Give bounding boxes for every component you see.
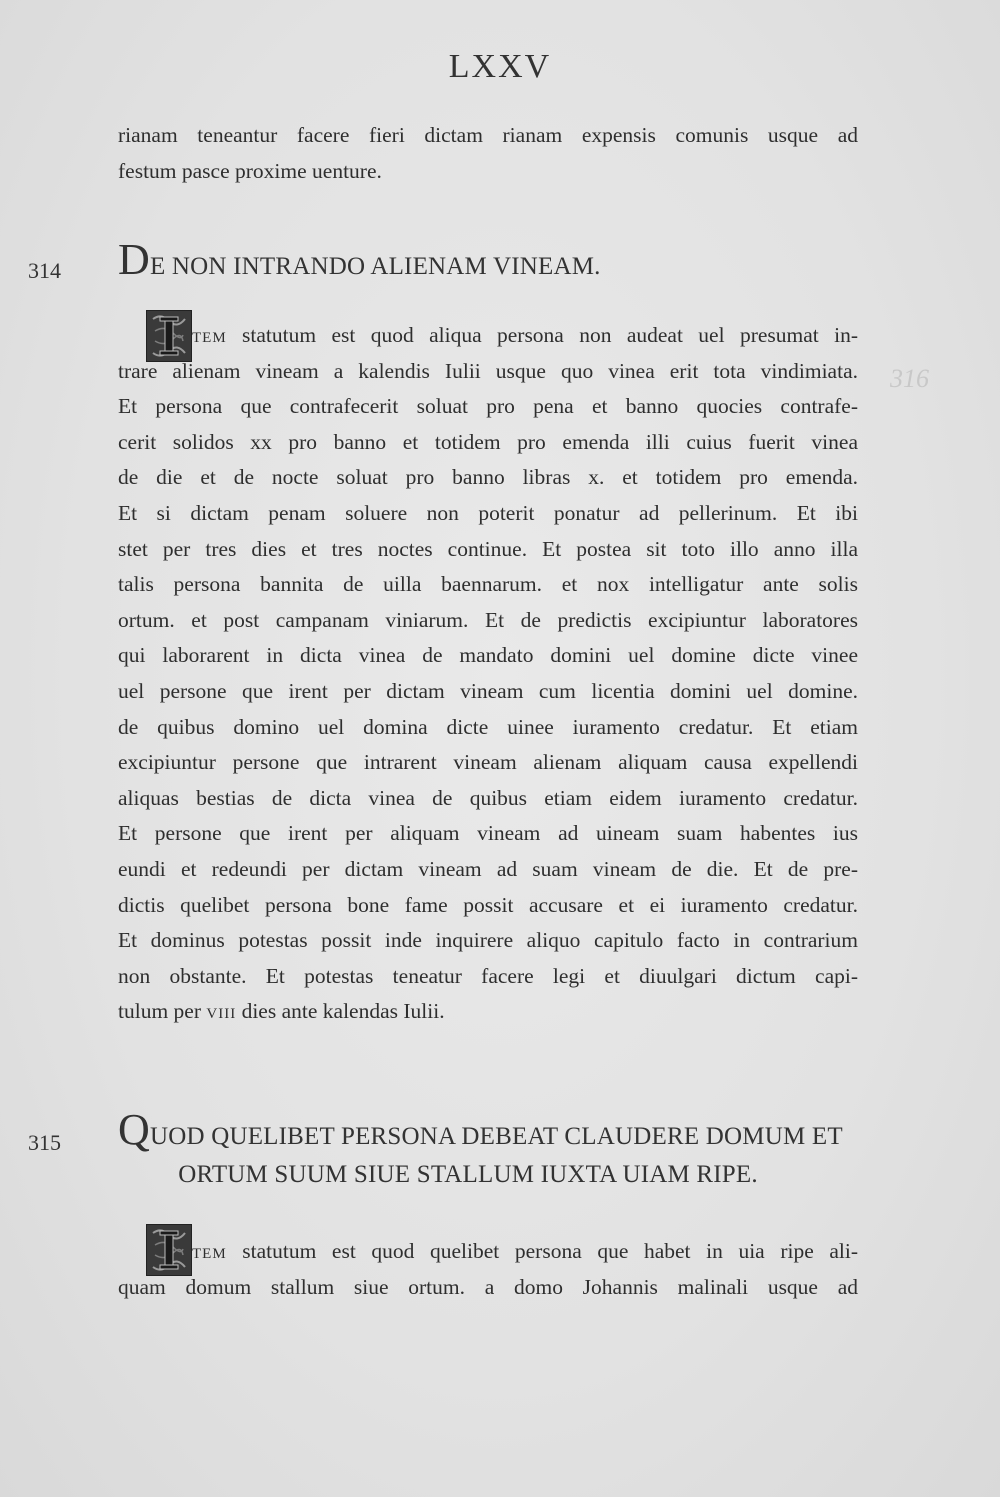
- text-line: Et dominus potestas possit inde inquirere aliquo capitulo facto in contrarium: [118, 928, 858, 953]
- text-line: non obstante. Et potestas teneatur facere legi et diuulgari dictum capi-: [118, 963, 858, 988]
- section-number-314: 314: [28, 258, 61, 283]
- last-line-end: dies ante kalendas Iulii.: [236, 999, 445, 1024]
- text-line: dictis quelibet persona bone fame possit accusare et ei iuramento credatur.: [118, 892, 858, 917]
- text-line: excipiuntur persone que intrarent vineam alienam aliquam causa expellendi: [118, 750, 858, 775]
- section-body-314: [118, 318, 858, 1030]
- text-line: de die et de nocte soluat pro banno libras x. et totidem pro emenda.: [118, 465, 858, 490]
- section-body-315: [118, 1234, 858, 1305]
- text-line: Et persone que irent per aliquam vineam ad uineam suam habentes ius: [118, 821, 858, 846]
- section-heading-314: [118, 235, 858, 284]
- text-line: stet per tres dies et tres noctes continue. Et postea sit toto illo anno illa: [118, 536, 858, 561]
- text-line: talis persona bannita de uilla baennarum. et nox intelligatur ante solis: [118, 572, 858, 597]
- text-line: qui laborarent in dicta vinea de mandato domini uel domine dicte vinee: [118, 643, 858, 668]
- first-line-text: statutum est quod aliqua persona non audeat uel presumat in-: [242, 323, 859, 347]
- section-number-315: 315: [28, 1130, 61, 1155]
- text-line: uel persone que irent per dictam vineam cum licentia domini uel domine.: [118, 678, 858, 703]
- smallcaps-numeral: VIII: [206, 1006, 237, 1023]
- first-line-text: statutum est quod quelibet persona que habet in uia ripe ali-: [242, 1239, 858, 1263]
- heading-text: UOD QUELIBET PERSONA DEBEAT CLAUDERE DOMUM ET: [149, 1123, 843, 1150]
- text-line: Et persona que contrafecerit soluat pro pena et banno quocies contrafe-: [118, 394, 858, 419]
- heading-initial: Q: [118, 1105, 150, 1154]
- show-through-number: 316: [890, 364, 929, 393]
- text-line: [118, 318, 858, 354]
- heading-text: E NON INTRANDO ALIENAM VINEAM.: [149, 253, 601, 280]
- text-line: festum pasce proxime uenture.: [118, 158, 382, 183]
- smallcaps-word: TEM: [192, 1246, 227, 1262]
- text-line: [118, 1234, 858, 1270]
- heading-row-1: [118, 1105, 858, 1156]
- text-line: ortum. et post campanam viniarum. Et de predictis excipiuntur laboratores: [118, 607, 858, 632]
- last-line-start: tulum per: [118, 999, 207, 1024]
- text-line: eundi et redeundi per dictam vineam ad suam vineam de die. Et de pre-: [118, 856, 858, 881]
- continuation-paragraph: [118, 118, 858, 189]
- text-line: quam domum stallum siue ortum. a domo Johannis malinali usque ad: [118, 1274, 858, 1299]
- text-line: aliquas bestias de dicta vinea de quibus etiam eidem iuramento credatur.: [118, 785, 858, 810]
- smallcaps-word: TEM: [192, 330, 227, 346]
- section-heading-315: [118, 1105, 858, 1194]
- text-line: rianam teneantur facere fieri dictam rianam expensis comunis usque ad: [118, 123, 858, 147]
- text-line: trare alienam vineam a kalendis Iulii usque quo vinea erit tota vindimiata.: [118, 358, 858, 383]
- text-line: cerit solidos xx pro banno et totidem pro emenda illi cuius fuerit vinea: [118, 429, 858, 454]
- heading-row-2: ORTUM SUUM SIUE STALLUM IUXTA UIAM RIPE.: [178, 1161, 758, 1188]
- heading-initial: D: [118, 235, 150, 284]
- page-number: LXXV: [448, 48, 552, 85]
- text-line: Et si dictam penam soluere non poterit ponatur ad pellerinum. Et ibi: [118, 500, 858, 525]
- text-line: [118, 994, 858, 1030]
- text-line: de quibus domino uel domina dicte uinee iuramento credatur. Et etiam: [118, 714, 858, 739]
